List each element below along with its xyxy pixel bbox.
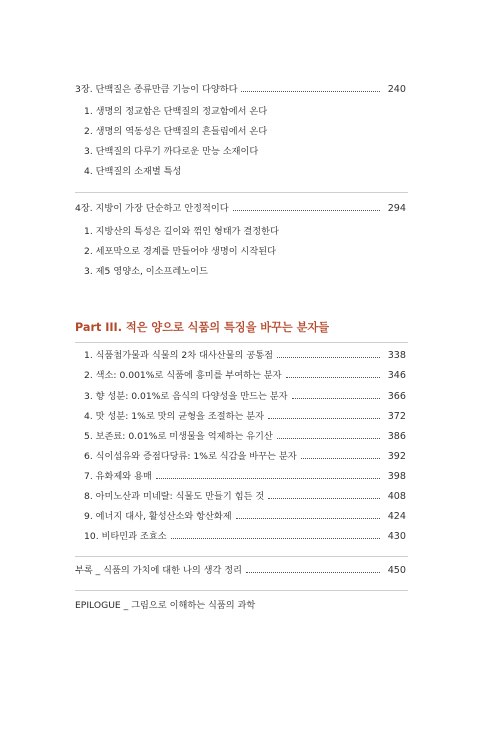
entry-page: 386 (387, 431, 406, 442)
chapter-3-title: 3장. 단백질은 종류만큼 기능이 다양하다 (75, 84, 238, 95)
epilogue-entry (0, 598, 500, 614)
chapter-3-item (0, 104, 500, 120)
entry-label: 2. 색소: 0.001%로 식품에 흥미를 부여하는 분자 (84, 370, 282, 381)
part-3-entry (0, 409, 500, 425)
dot-leader (241, 91, 380, 92)
entry-label: 3. 향 성분: 0.01%로 음식의 다양성을 만드는 분자 (84, 391, 288, 402)
chapter-4-page: 294 (387, 203, 406, 214)
chapter-3-item-label: 2. 생명의 역동성은 단백질의 흔들림에서 온다 (84, 126, 268, 137)
part-3-entry (0, 449, 500, 465)
part-3-entry (0, 469, 500, 485)
chapter-4-item-label: 2. 세포막으로 경계를 만들어야 생명이 시작된다 (84, 246, 276, 257)
section-divider (75, 342, 408, 343)
part-3-entry (0, 348, 500, 364)
dot-leader (277, 357, 380, 358)
chapter-3-heading (0, 82, 500, 98)
entry-page: 392 (387, 451, 406, 462)
chapter-3-item (0, 144, 500, 160)
dot-leader (171, 538, 380, 539)
section-divider (75, 192, 408, 193)
entry-page: 338 (387, 350, 406, 361)
entry-page: 408 (387, 491, 406, 502)
dot-leader (268, 418, 380, 419)
entry-label: 8. 아미노산과 미네랄: 식물도 만들기 힘든 것 (84, 491, 265, 502)
appendix-entry (0, 563, 500, 579)
entry-label: 4. 맛 성분: 1%로 맛의 균형을 조절하는 분자 (84, 411, 265, 422)
entry-page: 430 (387, 531, 406, 542)
entry-page: 424 (387, 511, 406, 522)
part-3-entry (0, 429, 500, 445)
chapter-4-title: 4장. 지방이 가장 단순하고 안정적이다 (75, 203, 229, 214)
chapter-4-item-label: 1. 지방산의 특성은 길이와 꺾인 형태가 결정한다 (84, 226, 279, 237)
entry-label: 6. 식이섬유와 증점다당류: 1%로 식감을 바꾸는 분자 (84, 451, 297, 462)
appendix-page: 450 (387, 565, 406, 576)
dot-leader (301, 458, 380, 459)
entry-page: 372 (387, 411, 406, 422)
dot-leader (292, 398, 380, 399)
chapter-3-item (0, 164, 500, 180)
part-3-title: Part III. 적은 양으로 식품의 특징을 바꾸는 분자들 (75, 321, 330, 334)
entry-label: 9. 에너지 대사, 활성산소와 항산화제 (84, 511, 232, 522)
part-3-entry (0, 368, 500, 384)
part-3-entry (0, 529, 500, 545)
part-3-entry (0, 389, 500, 405)
epilogue-label: EPILOGUE _ 그림으로 이해하는 식품의 과학 (75, 600, 256, 611)
dot-leader (246, 572, 380, 573)
entry-label: 5. 보존료: 0.01%로 미생물을 억제하는 유기산 (84, 431, 273, 442)
entry-page: 346 (387, 370, 406, 381)
dot-leader (236, 518, 380, 519)
dot-leader (277, 438, 380, 439)
part-3-entry (0, 509, 500, 525)
entry-page: 398 (387, 471, 406, 482)
chapter-3-item-label: 1. 생명의 정교함은 단백질의 정교함에서 온다 (84, 106, 268, 117)
chapter-3-item-label: 3. 단백질의 다루기 까다로운 만능 소재이다 (84, 146, 259, 157)
section-divider (75, 556, 408, 557)
chapter-4-item (0, 244, 500, 260)
dot-leader (233, 210, 380, 211)
dot-leader (268, 498, 380, 499)
part-3-entry (0, 489, 500, 505)
chapter-4-heading (0, 201, 500, 217)
entry-label: 1. 식품첨가물과 식물의 2차 대사산물의 공통점 (84, 350, 273, 361)
dot-leader (156, 478, 380, 479)
chapter-4-item-label: 3. 제5 영양소, 이소프레노이드 (84, 266, 208, 277)
entry-page: 366 (387, 391, 406, 402)
dot-leader (286, 377, 380, 378)
chapter-3-page: 240 (387, 84, 406, 95)
entry-label: 7. 유화제와 용매 (84, 471, 152, 482)
chapter-4-item (0, 224, 500, 240)
chapter-4-item (0, 264, 500, 280)
section-divider (75, 590, 408, 591)
chapter-3-item-label: 4. 단백질의 소재별 특성 (84, 166, 182, 177)
chapter-3-item (0, 124, 500, 140)
entry-label: 10. 비타민과 조효소 (84, 531, 167, 542)
appendix-label: 부록 _ 식품의 가치에 대한 나의 생각 정리 (75, 565, 243, 576)
